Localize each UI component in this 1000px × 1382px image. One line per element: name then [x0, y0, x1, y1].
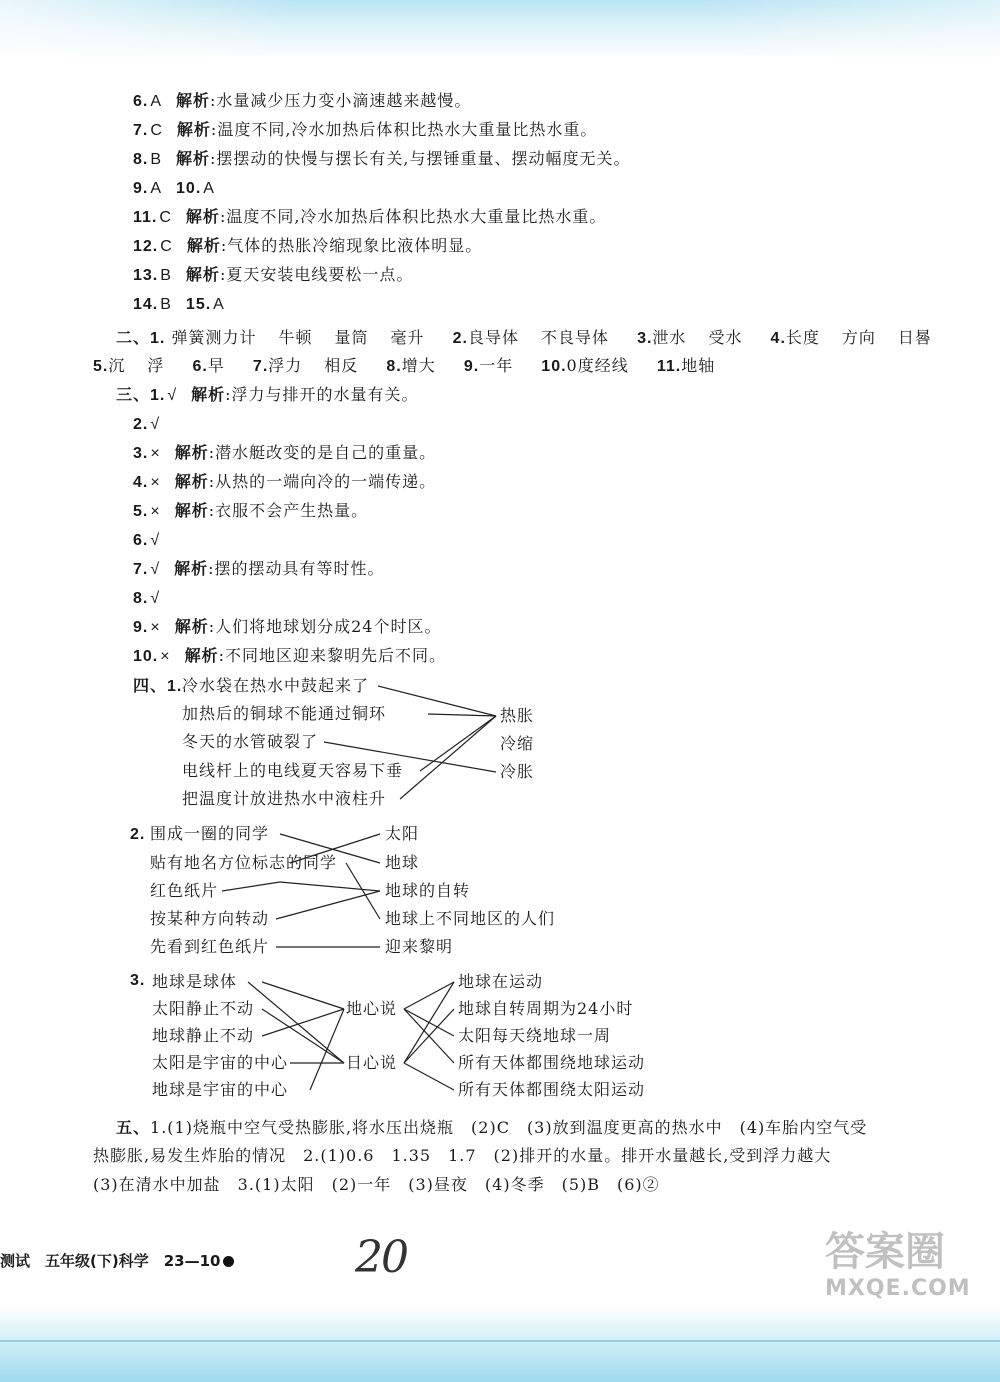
answer-choice: B — [160, 267, 172, 284]
analysis-text: :衣服不会产生热量。 — [208, 501, 369, 520]
question-number: 6. — [133, 532, 149, 549]
analysis-text: :气体的热胀冷缩现象比液体明显。 — [220, 236, 483, 255]
match-line — [276, 891, 380, 919]
answer-choice: C — [150, 122, 163, 139]
blank-answer: 浮力 — [268, 356, 303, 375]
blank-answer: 不良导体 — [540, 328, 609, 347]
analysis-label: 解析 — [185, 265, 220, 284]
blank-answer: 泄水 — [652, 328, 687, 347]
judge-mark: √ — [150, 532, 161, 549]
question-number: 6. — [133, 93, 149, 110]
analysis-label: 解析 — [176, 91, 211, 110]
blank-answer: 浮 — [147, 356, 165, 375]
blank-answer: 受水 — [708, 328, 743, 347]
analysis-text: :水量减少压力变小滴速越来越慢。 — [210, 91, 472, 110]
question-number: 11. — [656, 358, 682, 375]
match-middle-item: 地心说 — [346, 999, 398, 1018]
question-number: 3. — [130, 972, 146, 989]
match-right-item: 太阳每天绕地球一周 — [458, 1026, 612, 1045]
match-right-item: 迎来黎明 — [385, 937, 454, 956]
question-number: 10. — [176, 180, 202, 197]
judge-mark: × — [150, 474, 161, 491]
answer-choice: A — [203, 180, 215, 197]
match-left-item: 电线杆上的电线夏天容易下垂 — [182, 761, 404, 780]
question-number: 1. — [150, 330, 166, 347]
match-line — [262, 1009, 344, 1063]
analysis-label: 解析 — [174, 501, 209, 520]
match-left-item: 贴有地名方位标志的同学 — [150, 853, 338, 872]
match-line — [324, 742, 496, 772]
question-number: 15. — [185, 296, 212, 313]
match-left-item: 太阳是宇宙的中心 — [152, 1053, 289, 1072]
match-line — [420, 716, 496, 771]
question-number: 8. — [386, 358, 402, 375]
analysis-text: :温度不同,冷水加热后体积比热水大重量比热水重。 — [210, 120, 598, 139]
footer-label: 测试 五年级(下)科学 23—10 — [0, 1252, 221, 1270]
match-line — [248, 982, 344, 1063]
analysis-text: :人们将地球划分成24个时区。 — [208, 617, 442, 636]
question-number: 9. — [463, 358, 480, 375]
answer-choice: B — [160, 296, 172, 313]
answer-text: 热膨胀,易发生炸胎的情况 2.(1)0.6 1.35 1.7 (2)排开的水量。排开水量越长,受到浮力越大 — [93, 1146, 832, 1165]
blank-answer: 0度经线 — [566, 356, 629, 375]
question-number: 12. — [133, 238, 159, 255]
match-right-item: 地球自转周期为24小时 — [458, 999, 634, 1018]
analysis-label: 解析 — [186, 236, 221, 255]
judge-mark: × — [150, 503, 161, 520]
match-line — [222, 882, 280, 891]
match-left-item: 冷水袋在热水中鼓起来了 — [182, 676, 370, 695]
match-line — [262, 1009, 344, 1036]
blank-answer: 地轴 — [681, 356, 716, 375]
analysis-text: :夏天安装电线要松一点。 — [219, 265, 414, 284]
handwritten-page-number: 20 — [355, 1232, 407, 1283]
match-right-item: 地球的自转 — [385, 881, 471, 900]
question-number: 14. — [133, 296, 159, 313]
question-number: 5. — [133, 503, 149, 520]
analysis-label: 解析 — [176, 149, 211, 168]
blank-answer: 一年 — [479, 356, 514, 375]
match-right-item: 冷缩 — [500, 734, 535, 753]
answer-choice: A — [150, 180, 163, 197]
match-left-item: 太阳静止不动 — [152, 999, 255, 1018]
question-number: 11. — [133, 209, 158, 226]
question-number: 3. — [133, 445, 149, 462]
match-line — [404, 1063, 454, 1090]
section-heading: 二、 — [116, 328, 151, 347]
blank-answer: 日晷 — [897, 328, 932, 347]
judge-mark: √ — [150, 561, 161, 578]
judge-mark: × — [150, 445, 161, 462]
answer-choice: A — [213, 296, 225, 313]
analysis-label: 解析 — [184, 646, 219, 665]
question-number: 3. — [637, 330, 653, 347]
blank-answer: 长度 — [785, 328, 820, 347]
question-number: 5. — [93, 358, 109, 375]
match-middle-item: 日心说 — [346, 1053, 398, 1072]
watermark-url: MXQE.COM — [825, 1276, 971, 1301]
question-number: 7. — [133, 561, 149, 578]
answer-choice: B — [150, 151, 163, 168]
judge-mark: × — [150, 619, 161, 636]
judge-mark: √ — [150, 590, 161, 607]
section5-line-1 — [116, 1117, 867, 1139]
analysis-label: 解析 — [176, 120, 211, 139]
match-left-item: 红色纸片 — [150, 881, 219, 900]
answer-text: (3)在清水中加盐 3.(1)太阳 (2)一年 (3)昼夜 (4)冬季 (5)B (6)② — [93, 1175, 660, 1194]
answer-choice: A — [150, 93, 163, 110]
answer-text: 1.(1)烧瓶中空气受热膨胀,将水压出烧瓶 (2)C (3)放到温度更高的热水中 (4)车胎内空气受 — [150, 1118, 868, 1137]
analysis-label: 解析 — [174, 472, 209, 491]
analysis-text: :潜水艇改变的是自己的重量。 — [208, 443, 437, 462]
watermark-title: 答案圈 — [825, 1229, 945, 1275]
analysis-text: :不同地区迎来黎明先后不同。 — [218, 646, 447, 665]
question-number: 6. — [192, 358, 208, 375]
blank-answer: 方向 — [841, 328, 876, 347]
page-footer — [0, 1250, 234, 1271]
blank-answer: 沉 — [108, 356, 126, 375]
question-number: 1. — [150, 387, 166, 404]
question-number: 2. — [133, 416, 149, 433]
analysis-text: :摆的摆动具有等时性。 — [208, 559, 385, 578]
match-left-item: 加热后的铜球不能通过铜环 — [182, 704, 387, 723]
match-left-item: 围成一圈的同学 — [150, 824, 270, 843]
question-number: 2. — [130, 826, 146, 843]
judge-mark: √ — [150, 416, 161, 433]
match-line — [404, 982, 454, 1063]
question-number: 7. — [252, 358, 269, 375]
analysis-label: 解析 — [174, 617, 209, 636]
answer-choice: C — [160, 238, 173, 255]
match-right-item: 太阳 — [385, 824, 420, 843]
match-left-item: 地球静止不动 — [152, 1026, 255, 1045]
question-number: 4. — [770, 330, 786, 347]
question-number: 9. — [133, 619, 149, 636]
blank-answer: 量筒 — [334, 328, 369, 347]
match-right-item: 冷胀 — [500, 762, 535, 781]
analysis-label: 解析 — [185, 207, 220, 226]
analysis-text: :温度不同,冷水加热后体积比热水大重量比热水重。 — [219, 207, 607, 226]
match-left-item: 按某种方向转动 — [150, 909, 270, 928]
watermark-logo — [825, 1228, 995, 1308]
blank-answer: 增大 — [401, 356, 436, 375]
match-left-item: 地球是宇宙的中心 — [152, 1080, 289, 1099]
footer-dot-icon — [223, 1256, 234, 1267]
match-right-item: 所有天体都围绕地球运动 — [458, 1053, 646, 1072]
judge-mark: × — [160, 648, 171, 665]
match-line — [404, 982, 454, 1009]
match-right-item: 所有天体都围绕太阳运动 — [458, 1080, 646, 1099]
question-number: 4. — [133, 474, 149, 491]
match-left-item: 先看到红色纸片 — [150, 937, 270, 956]
match-left-item: 冬天的水管破裂了 — [182, 732, 319, 751]
match-line — [310, 1009, 344, 1090]
match-right-item: 地球在运动 — [458, 972, 544, 991]
analysis-label: 解析 — [174, 443, 209, 462]
analysis-label: 解析 — [174, 559, 209, 578]
match-right-item: 热胀 — [500, 706, 535, 725]
analysis-text: :摆摆动的快慢与摆长有关,与摆锤重量、摆动幅度无关。 — [210, 149, 631, 168]
blank-answer: 早 — [207, 356, 225, 375]
question-number: 13. — [133, 267, 159, 284]
section-heading: 三、 — [116, 385, 151, 404]
analysis-label: 解析 — [191, 385, 226, 404]
match-left-item: 地球是球体 — [152, 972, 238, 991]
match-right-item: 地球上不同地区的人们 — [385, 909, 556, 928]
question-number: 10. — [133, 648, 159, 665]
answer-choice: C — [159, 209, 172, 226]
match-line — [280, 882, 380, 891]
judge-mark: √ — [167, 387, 178, 404]
blank-answer: 良导体 — [467, 328, 519, 347]
blank-answer: 相反 — [324, 356, 359, 375]
analysis-text: :从热的一端向冷的一端传递。 — [208, 472, 437, 491]
blank-answer: 牛顿 — [278, 328, 313, 347]
question-number: 9. — [133, 180, 149, 197]
match-line — [428, 714, 496, 716]
question-number: 2. — [452, 330, 468, 347]
question-number: 1. — [167, 678, 183, 695]
section-heading: 四、 — [133, 676, 168, 695]
question-number: 8. — [133, 151, 149, 168]
match-right-item: 地球 — [385, 853, 420, 872]
match-left-item: 把温度计放进热水中液柱升 — [182, 789, 387, 808]
analysis-text: :浮力与排开的水量有关。 — [225, 385, 419, 404]
question-number: 10. — [541, 358, 567, 375]
question-number: 8. — [133, 590, 149, 607]
section5-line-2 — [93, 1145, 831, 1167]
section-heading: 五、 — [116, 1118, 151, 1137]
match-line — [378, 686, 496, 716]
blank-answer: 弹簧测力计 — [171, 328, 257, 347]
section5-line-3 — [93, 1174, 660, 1196]
question-number: 7. — [133, 122, 149, 139]
blank-answer: 毫升 — [390, 328, 425, 347]
